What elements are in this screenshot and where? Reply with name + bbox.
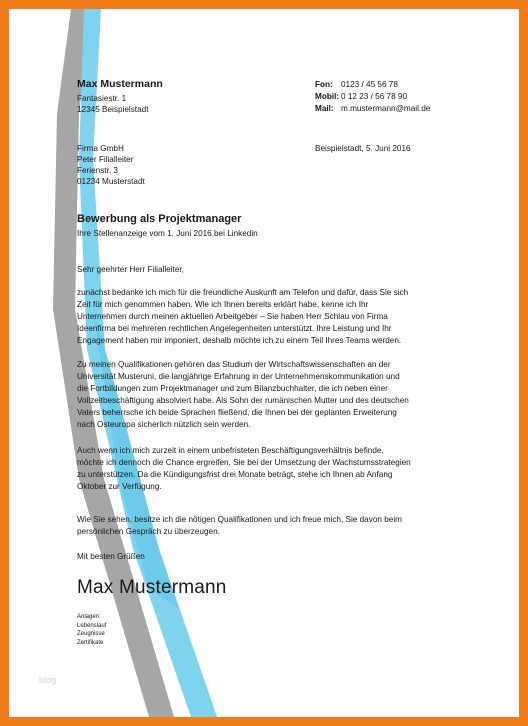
closing: Mit besten Grüßen	[77, 552, 145, 561]
paragraph-line: persönlichen Gespräch zu überzeugen.	[77, 527, 220, 536]
recipient-street: Ferienstr. 3	[77, 166, 118, 175]
sender-name: Max Mustermann	[77, 78, 163, 90]
mobile-value: 0 12 23 / 56 78 90	[341, 92, 408, 101]
attachment-item: Zeugnisse	[77, 631, 105, 638]
letter-page	[9, 9, 519, 717]
paragraph-1	[77, 287, 437, 347]
phone-value: 0123 / 45 56 78	[341, 80, 398, 89]
place-date: Beispielstadt, 5. Juni 2016	[315, 144, 411, 153]
paragraph-4	[77, 514, 437, 538]
paragraph-line: Vollzeitbeschäftigung absolviert habe. Als Sohn der rumänischen Mutter und des deutschen	[77, 396, 409, 405]
contact-mobile-row	[315, 91, 407, 102]
attachment-item: Lebenslauf	[77, 622, 107, 629]
mail-value: m.mustermann@mail.de	[341, 104, 431, 113]
letter-reference: Ihre Stellenanzeige vom 1. Juni 2016 bei Linkedin	[77, 229, 258, 238]
sender-city: 12345 Beispielstadt	[77, 105, 149, 114]
paragraph-line: Auch wenn ich mich zurzeit in einem unbefristeten Beschäftigungsverhältnis befinde,	[77, 446, 384, 455]
paragraph-line: möchte ich dennoch die Chance ergreifen, Sie bei der Umsetzung der Wachstumsstrategien	[77, 458, 411, 467]
letter-subject: Bewerbung als Projektmanager	[77, 213, 242, 225]
attachments-label: Anlagen:	[77, 614, 101, 620]
attachments	[77, 613, 106, 647]
phone-label: Fon:	[315, 80, 333, 89]
contact-phone-row	[315, 79, 398, 90]
paragraph-line: zu unterstützen. Da die Kündigungsfrist drei Monate beträgt, stehe ich Ihnen ab Anfang	[77, 470, 393, 479]
paragraph-line: Zeit für mich genommen haben. Wie ich Ihnen bereits erklärt habe, kenne ich Ihr	[77, 300, 369, 309]
contact-mail-row	[315, 103, 430, 114]
attachment-item: Zertifikate	[77, 639, 104, 646]
paragraph-line: Zu meinen Qualifikationen gehören das Studium der Wirtschaftswissenschaften an der	[77, 360, 391, 369]
signature: Max Mustermann	[77, 577, 227, 598]
paragraph-line: Vaters beherrsche ich beide Sprachen fließend, die Ihnen bei der geplanten Erweiterung	[77, 408, 397, 417]
paragraph-line: Unternehmen durch meinen aktuellen Arbeitgeber – Sie haben Herr Schlau von Firma	[77, 312, 388, 321]
salutation: Sehr geehrter Herr Filialleiter,	[77, 265, 184, 274]
paragraph-line: Universität Musteruni, die langjährige Erfahrung in der Unternehmenskommunikation und	[77, 372, 400, 381]
paragraph-line: zunächst bedanke ich mich für die freundliche Auskunft am Telefon und dafür, dass Sie sich	[77, 288, 409, 297]
recipient-city: 01234 Musterstadt	[77, 177, 145, 186]
watermark: blog	[39, 675, 57, 685]
paragraph-3	[77, 445, 437, 493]
mail-label: Mail:	[315, 104, 334, 113]
paragraph-2	[77, 359, 437, 431]
mobile-label: Mobil:	[315, 92, 340, 101]
recipient-person: Peter Filialleiter	[77, 155, 134, 164]
recipient-company: Firma GmbH	[77, 144, 124, 153]
paragraph-line: nach Osteuropa sicherlich nützlich sein werden.	[77, 420, 251, 429]
paragraph-line: Oktober zur Verfügung.	[77, 482, 162, 491]
paragraph-line: Ideenfirma bei mehreren rechtlichen Angelegenheiten unterstützt. Ihre Leistung und Ihr	[77, 324, 392, 333]
paragraph-line: Wie Sie sehen, besitze ich die nötigen Qualifikationen und ich freue mich, Sie davon beim	[77, 515, 402, 524]
paragraph-line: Engagement haben mir imponiert, deshalb möchte ich zu einem Teil Ihres Teams werden.	[77, 336, 402, 345]
sender-street: Fantasiestr. 1	[77, 94, 127, 103]
paragraph-line: die Fortbildungen zum Projektmanager und zum Bilanzbuchhalter, die ich neben einer	[77, 384, 388, 393]
